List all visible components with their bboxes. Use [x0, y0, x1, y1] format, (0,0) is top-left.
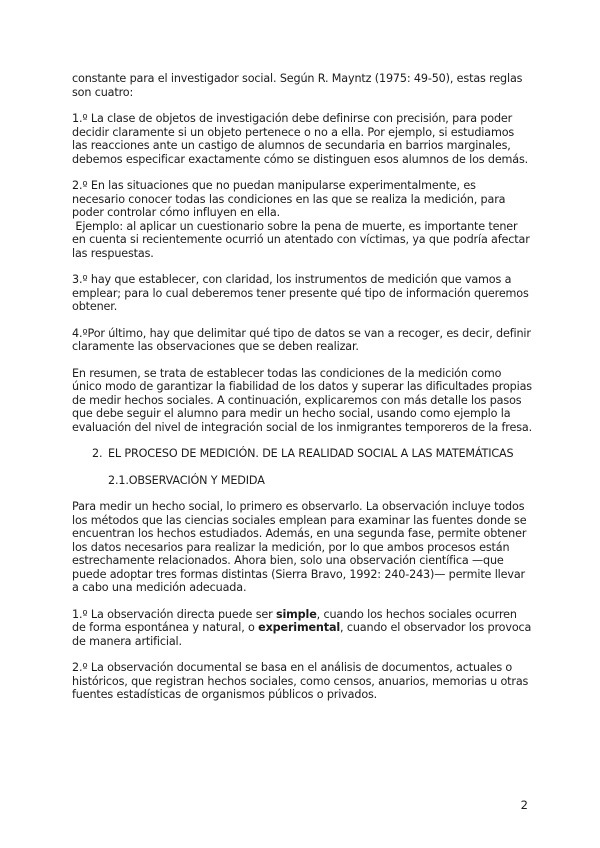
- obs1-experimental-term: experimental: [258, 621, 341, 634]
- section-heading: [72, 447, 532, 461]
- rule-1-paragraph: 1.º La clase de objetos de investigación debe definirse con precisión, para poder decidir claramente si un objeto pertenece o no a ella. Por ejemplo, si estudiamos las reacciones ante un castigo de alumnos de secundaria en barrios marginales, debemos especificar exactamente cómo se distinguen esos alumnos de los demás.: [72, 112, 529, 166]
- obs1-simple-term: simple: [275, 607, 317, 621]
- section-title: EL PROCESO DE MEDICIÓN. DE LA REALIDAD SOCIAL A LAS MATEMÁTICAS: [108, 447, 514, 460]
- document-page: [72, 72, 532, 715]
- obs1-text-a: 1.º La observación directa puede ser: [72, 607, 276, 621]
- intro-paragraph: constante para el investigador social. Según R. Mayntz (1975: 49-50), estas reglas son cuatro:: [72, 72, 523, 99]
- subsection-heading: 2.1.OBSERVACIÓN Y MEDIDA: [108, 473, 265, 487]
- rule-2-text: 2.º En las situaciones que no puedan manipularse experimentalmente, es necesario conocer todas las condiciones en las que se realiza la medición, para poder controlar cómo influyen en ella.: [72, 179, 506, 219]
- observation-intro-paragraph: Para medir un hecho social, lo primero es observarlo. La observación incluye todos los métodos que las ciencias sociales emplean para examinar las fuentes donde se encuentran los hechos estudiados. Además, en una segunda fase, permite obtener los datos necesarios para realizar la medición, por lo que ambos procesos están estrechamente relacionados. Ahora bien, solo una observación científica —que puede adoptar tres formas distintas (Sierra Bravo, 1992: 240-243)— permite llevar a cabo una medición adecuada.: [72, 500, 527, 594]
- observation-2-paragraph: 2.º La observación documental se basa en el análisis de documentos, actuales o históricos, que registran hechos sociales, como censos, anuarios, memorias u otras fuentes estadísticas de organismos públicos o privados.: [72, 661, 529, 701]
- obs1-text-c: , cuando el observador los provoca de manera artificial.: [72, 621, 532, 648]
- obs1-text-b: , cuando los hechos sociales ocurren de forma espontánea y natural, o: [72, 607, 517, 634]
- observation-1-paragraph: [72, 608, 532, 649]
- section-number: 2.: [92, 447, 103, 460]
- rule-2-paragraph: [72, 179, 532, 260]
- summary-paragraph: En resumen, se trata de establecer todas las condiciones de la medición como único modo de garantizar la fiabilidad de los datos y superar las dificultades propias de medir hechos sociales. A continuación, explicaremos con más detalle los pasos que debe seguir el alumno para medir un hecho social, usando como ejemplo la evaluación del nivel de integración social de los inmigrantes temporeros de la fresa.: [72, 366, 532, 434]
- rule-4-paragraph: 4.ºPor último, hay que delimitar qué tipo de datos se van a recoger, es decir, definir claramente las observaciones que se deben realizar.: [72, 326, 531, 353]
- page-number: 2: [520, 798, 528, 812]
- rule-2-example: Ejemplo: al aplicar un cuestionario sobre la pena de muerte, es importante tener en cuenta si recientemente ocurrió un atentado con víctimas, ya que podría afectar las respuestas.: [72, 219, 534, 260]
- rule-3-paragraph: 3.º hay que establecer, con claridad, los instrumentos de medición que vamos a emplear; para lo cual deberemos tener presente qué tipo de información queremos obtener.: [72, 273, 529, 313]
